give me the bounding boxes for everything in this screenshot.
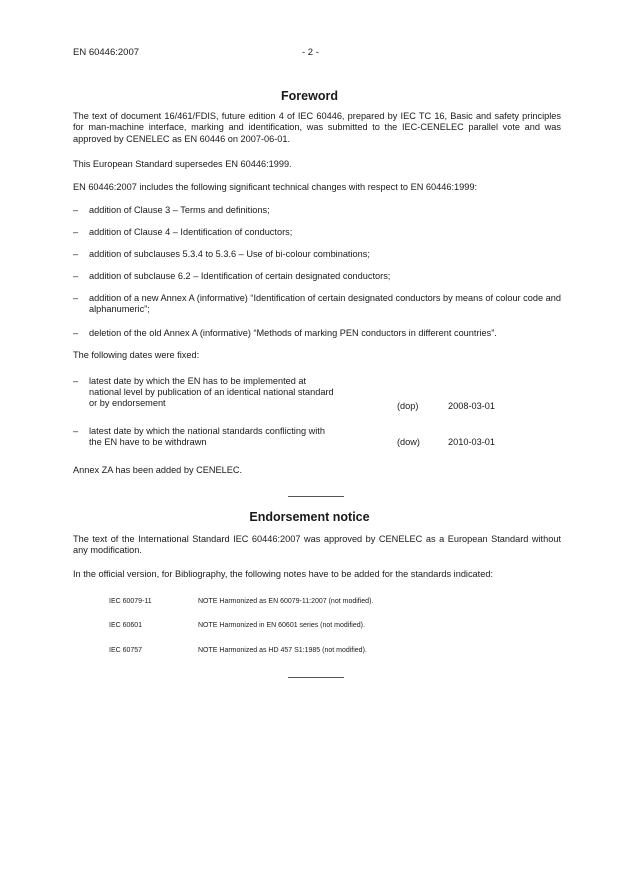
list-item: addition of a new Annex A (informative) “Identification of certain designated conductors by means of colour code and alphanumeric”; [89,293,561,315]
note-text: NOTE Harmonized as HD 457 S1:1985 (not modified). [198,647,367,654]
date-code: (dow) [397,437,420,447]
note-text: NOTE Harmonized as EN 60079-11:2007 (not modified). [198,598,374,605]
endorsement-paragraph-2: In the official version, for Bibliography, the following notes have to be added for the standards indicated: [73,569,493,579]
section-divider [288,496,344,497]
endorsement-title: Endorsement notice [249,510,370,524]
list-bullet: – [73,271,79,281]
list-item: addition of subclause 6.2 – Identification of certain designated conductors; [89,271,391,281]
note-standard: IEC 60757 [109,647,143,654]
annex-note: Annex ZA has been added by CENELEC. [73,465,243,475]
note-text: NOTE Harmonized in EN 60601 series (not modified). [198,622,365,629]
note-standard: IEC 60601 [109,622,143,629]
list-bullet: – [73,426,79,436]
foreword-paragraph-3: EN 60446:2007 includes the following significant technical changes with respect to EN 60446:1999: [73,182,477,192]
list-item: addition of subclauses 5.3.4 to 5.3.6 – Use of bi-colour combinations; [89,249,370,259]
date-value: 2008-03-01 [448,401,495,411]
list-item: addition of Clause 3 – Terms and definitions; [89,205,270,215]
list-bullet: – [73,205,79,215]
foreword-paragraph-2: This European Standard supersedes EN 60446:1999. [73,159,292,169]
list-bullet: – [73,227,79,237]
foreword-title: Foreword [281,89,338,103]
section-divider [288,677,344,678]
note-standard: IEC 60079-11 [109,598,152,605]
foreword-paragraph-1: The text of document 16/461/FDIS, future edition 4 of IEC 60446, prepared by IEC TC 16, Basic and safety principles for man-machine interface, marking and identification, was submitted to the IEC-CENELEC parallel vote and was approved by CENELEC as EN 60446 on 2007-06-01. [73,111,561,144]
list-bullet: – [73,249,79,259]
document-id: EN 60446:2007 [73,47,140,58]
date-code: (dop) [397,401,419,411]
dates-intro: The following dates were fixed: [73,350,200,360]
list-bullet: – [73,376,79,386]
endorsement-paragraph-1: The text of the International Standard IEC 60446:2007 was approved by CENELEC as a European Standard without any modification. [73,534,561,556]
list-bullet: – [73,328,79,338]
page-number: - 2 - [302,47,319,58]
date-description: latest date by which the national standards conflicting with the EN have to be withdrawn [89,426,325,447]
date-value: 2010-03-01 [448,437,495,447]
list-bullet: – [73,293,79,303]
date-description: latest date by which the EN has to be implemented at national level by publication of an identical national standard or by endorsement [89,376,334,408]
list-item: deletion of the old Annex A (informative) “Methods of marking PEN conductors in different countries”. [89,328,497,338]
list-item: addition of Clause 4 – Identification of conductors; [89,227,293,237]
